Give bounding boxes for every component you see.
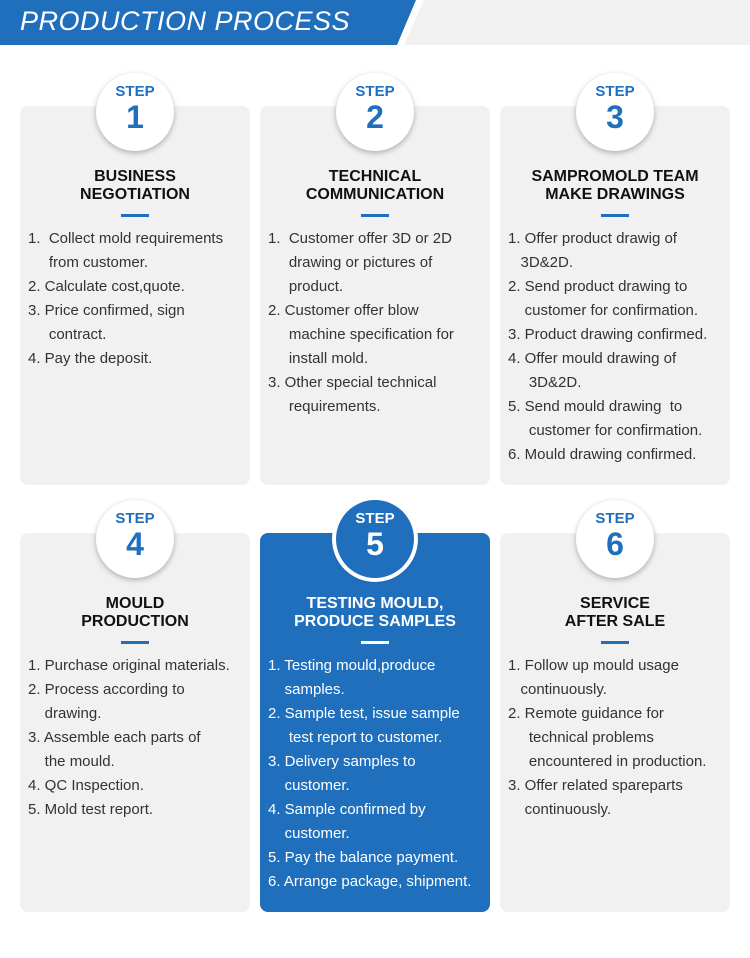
step-badge-1 <box>96 73 174 151</box>
list-item: 3. Offer related spareparts <box>508 777 683 794</box>
header-banner <box>0 0 750 48</box>
list-item: 1. Testing mould,produce <box>268 657 436 674</box>
step-items <box>507 227 728 467</box>
list-item: requirements. <box>268 398 381 415</box>
list-item: test report to customer. <box>268 729 443 746</box>
list-item: 3. Assemble each parts of <box>28 729 201 746</box>
title-divider <box>361 641 389 644</box>
step-number: 6 <box>606 526 624 562</box>
list-item: 5. Mold test report. <box>28 801 154 818</box>
list-item: 2. Remote guidance for <box>508 705 664 722</box>
list-item: 1. Customer offer 3D or 2D <box>268 230 452 247</box>
list-item: install mold. <box>268 350 369 367</box>
step-card-5 <box>260 533 490 912</box>
step-card-2 <box>260 106 490 485</box>
title-divider <box>121 641 149 644</box>
step-number: 4 <box>126 526 144 562</box>
list-item: encountered in production. <box>508 753 707 770</box>
list-item: 1. Offer product drawig of <box>508 230 677 247</box>
step-items <box>507 654 728 822</box>
list-item: 3. Product drawing confirmed. <box>508 326 708 343</box>
list-item: 5. Send mould drawing to <box>508 398 683 415</box>
list-item: customer for confirmation. <box>508 422 703 439</box>
list-item: 4. Pay the deposit. <box>28 350 153 367</box>
list-item: continuously. <box>508 681 607 698</box>
title-divider <box>361 214 389 217</box>
step-title: SERVICE AFTER SALE <box>564 595 666 630</box>
list-item: 2. Process according to <box>28 681 185 698</box>
step-title: MOULD PRODUCTION <box>81 595 189 630</box>
step-label: STEP <box>355 510 395 527</box>
list-item: from customer. <box>28 254 149 271</box>
step-label: STEP <box>115 83 155 100</box>
step-title: SAMPROMOLD TEAM MAKE DRAWINGS <box>531 168 699 203</box>
list-item: 1. Follow up mould usage <box>508 657 679 674</box>
step-label: STEP <box>355 83 395 100</box>
list-item: drawing or pictures of <box>268 254 433 271</box>
list-item: 2. Send product drawing to <box>508 278 688 295</box>
list-item: 5. Pay the balance payment. <box>268 849 459 866</box>
list-item: 3. Delivery samples to <box>268 753 416 770</box>
step-items <box>27 227 248 371</box>
list-item: 1. Collect mold requirements <box>28 230 224 247</box>
step-badge-4 <box>96 500 174 578</box>
step-badge-6 <box>576 500 654 578</box>
list-item: drawing. <box>28 705 102 722</box>
step-badge-5 <box>336 500 414 578</box>
list-item: 3D&2D. <box>508 254 574 271</box>
list-item: 3. Price confirmed, sign <box>28 302 185 319</box>
step-badge-3 <box>576 73 654 151</box>
step-title: TECHNICAL COMMUNICATION <box>305 168 445 203</box>
list-item: customer. <box>268 777 350 794</box>
list-item: technical problems <box>508 729 654 746</box>
list-item: 2. Calculate cost,quote. <box>28 278 185 295</box>
list-item: customer. <box>268 825 350 842</box>
step-title: TESTING MOULD, PRODUCE SAMPLES <box>294 595 456 630</box>
step-title: BUSINESS NEGOTIATION <box>80 168 190 203</box>
step-number: 3 <box>606 99 624 135</box>
list-item: 2. Customer offer blow <box>268 302 419 319</box>
list-item: customer for confirmation. <box>508 302 699 319</box>
step-card-1 <box>20 106 250 485</box>
list-item: samples. <box>268 681 345 698</box>
list-item: 4. QC Inspection. <box>28 777 144 794</box>
step-items <box>267 227 488 419</box>
page-title: PRODUCTION PROCESS <box>20 6 351 36</box>
title-divider <box>121 214 149 217</box>
step-number: 5 <box>366 526 384 562</box>
title-divider <box>601 641 629 644</box>
list-item: 3. Other special technical <box>268 374 437 391</box>
step-label: STEP <box>595 510 635 527</box>
step-card-6 <box>500 533 730 912</box>
list-item: the mould. <box>28 753 115 770</box>
list-item: 2. Sample test, issue sample <box>268 705 460 722</box>
step-items <box>267 654 488 894</box>
list-item: continuously. <box>508 801 612 818</box>
list-item: 4. Offer mould drawing of <box>508 350 677 367</box>
step-label: STEP <box>595 83 635 100</box>
list-item: 4. Sample confirmed by <box>268 801 426 818</box>
step-card-4 <box>20 533 250 912</box>
step-number: 2 <box>366 99 384 135</box>
list-item: 6. Mould drawing confirmed. <box>508 446 697 463</box>
list-item: 3D&2D. <box>508 374 582 391</box>
list-item: 6. Arrange package, shipment. <box>268 873 472 890</box>
step-badge-2 <box>336 73 414 151</box>
list-item: machine specification for <box>268 326 454 343</box>
step-items <box>27 654 248 822</box>
list-item: contract. <box>28 326 107 343</box>
step-label: STEP <box>115 510 155 527</box>
title-divider <box>601 214 629 217</box>
list-item: product. <box>268 278 344 295</box>
step-number: 1 <box>126 99 144 135</box>
list-item: 1. Purchase original materials. <box>28 657 230 674</box>
step-card-3 <box>500 106 730 485</box>
